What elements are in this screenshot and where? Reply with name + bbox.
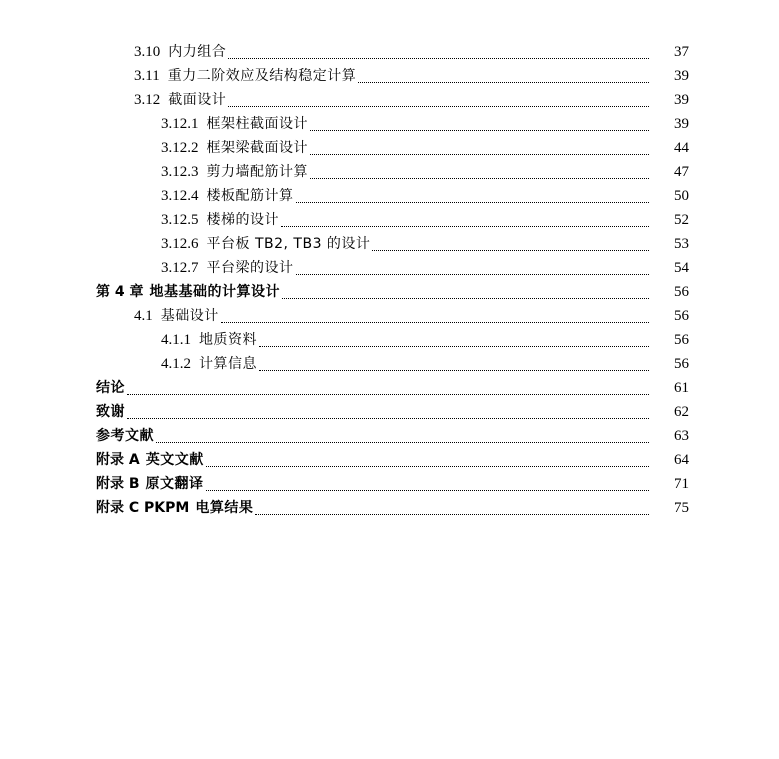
toc-entry-acknowledgements[interactable] (0, 400, 779, 424)
toc-page-number: 37 (674, 44, 689, 60)
toc-section-title: 重力二阶效应及结构稳定计算 (167, 68, 357, 84)
toc-entry-text (161, 184, 294, 208)
toc-entry-3-12-3[interactable] (0, 160, 779, 184)
toc-section-title: 平台梁的设计 (206, 260, 294, 276)
toc-page-number: 52 (674, 212, 689, 228)
toc-dot-leader (281, 226, 649, 227)
table-of-contents (0, 40, 779, 520)
toc-entry-text (96, 376, 125, 400)
toc-page-number: 63 (674, 428, 689, 444)
toc-dot-leader (221, 322, 649, 323)
toc-section-number: 3.12.5 (161, 212, 199, 228)
toc-dot-leader (296, 274, 650, 275)
toc-section-title: 计算信息 (199, 356, 257, 372)
toc-dot-leader (372, 250, 649, 251)
toc-page-number: 64 (674, 452, 689, 468)
toc-section-number: 附录 A (96, 452, 140, 468)
toc-section-number: 附录 B (96, 476, 140, 492)
toc-entry-text (134, 64, 356, 88)
toc-entry-text (96, 472, 204, 496)
toc-section-title: 电算结果 (195, 500, 254, 516)
toc-section-title: 地基基础的计算设计 (149, 284, 280, 300)
toc-page-number: 75 (674, 500, 689, 516)
toc-entry-3-11[interactable] (0, 64, 779, 88)
toc-dot-leader (228, 106, 649, 107)
toc-section-title: 致谢 (96, 404, 125, 420)
toc-page-number: 62 (674, 404, 689, 420)
toc-entry-text (96, 496, 253, 520)
toc-page-number: 39 (674, 116, 689, 132)
toc-section-title: 楼梯的设计 (206, 212, 279, 228)
toc-entry-3-12[interactable] (0, 88, 779, 112)
toc-dot-leader (358, 82, 649, 83)
toc-dot-leader (310, 130, 649, 131)
toc-dot-leader (156, 442, 649, 443)
toc-entry-3-12-6[interactable] (0, 232, 779, 256)
toc-section-number: 3.12.6 (161, 236, 199, 252)
toc-section-number: 第 4 章 (96, 284, 144, 300)
toc-section-number: 4.1.1 (161, 332, 191, 348)
toc-entry-3-10[interactable] (0, 40, 779, 64)
toc-entry-text (161, 232, 370, 256)
toc-section-title: 结论 (96, 380, 125, 396)
toc-dot-leader (310, 178, 649, 179)
toc-entry-text (161, 208, 279, 232)
toc-entry-4-1-1[interactable] (0, 328, 779, 352)
toc-page-number: 39 (674, 68, 689, 84)
toc-section-title: 截面设计 (168, 92, 227, 108)
toc-section-title: 平台板 TB2, TB3 的设计 (206, 236, 371, 252)
toc-page-number: 50 (674, 188, 689, 204)
toc-entry-appendix-c[interactable] (0, 496, 779, 520)
toc-section-title: 框架柱截面设计 (206, 116, 308, 132)
toc-entry-appendix-a[interactable] (0, 448, 779, 472)
toc-page-number: 71 (674, 476, 689, 492)
toc-entry-text (134, 88, 226, 112)
toc-section-title: 框架梁截面设计 (206, 140, 308, 156)
toc-entry-3-12-1[interactable] (0, 112, 779, 136)
toc-section-number: 3.12.4 (161, 188, 199, 204)
toc-page-number: 44 (674, 140, 689, 156)
toc-section-title: 地质资料 (199, 332, 257, 348)
toc-entry-appendix-b[interactable] (0, 472, 779, 496)
toc-section-number: 4.1 (134, 308, 153, 324)
toc-section-title: 剪力墙配筋计算 (206, 164, 308, 180)
toc-dot-leader (255, 514, 649, 515)
toc-dot-leader (259, 370, 649, 371)
toc-dot-leader (206, 466, 649, 467)
toc-section-title: 楼板配筋计算 (206, 188, 294, 204)
toc-entry-text (96, 424, 154, 448)
toc-page-number: 56 (674, 356, 689, 372)
toc-section-number: 3.12 (134, 92, 161, 108)
toc-section-title: 英文文献 (145, 452, 204, 468)
toc-entry-text (161, 256, 294, 280)
toc-entry-text (96, 448, 204, 472)
toc-entry-text (161, 352, 257, 376)
toc-page-number: 56 (674, 308, 689, 324)
toc-dot-leader (282, 298, 649, 299)
toc-section-number: 3.11 (134, 68, 160, 84)
toc-section-title: 内力组合 (168, 44, 227, 60)
toc-section-number: 3.12.1 (161, 116, 199, 132)
toc-entry-conclusion[interactable] (0, 376, 779, 400)
toc-section-number: 3.12.2 (161, 140, 199, 156)
toc-entry-text (161, 112, 308, 136)
toc-dot-leader (259, 346, 649, 347)
toc-page-number: 47 (674, 164, 689, 180)
toc-dot-leader (228, 58, 649, 59)
toc-section-title: 参考文献 (96, 428, 154, 444)
toc-entry-text (161, 328, 257, 352)
toc-entry-chapter-4[interactable] (0, 280, 779, 304)
toc-dot-leader (310, 154, 649, 155)
toc-page-number: 53 (674, 236, 689, 252)
toc-section-title: 原文翻译 (145, 476, 204, 492)
toc-entry-references[interactable] (0, 424, 779, 448)
toc-dot-leader (127, 394, 649, 395)
toc-dot-leader (127, 418, 649, 419)
toc-entry-text (161, 160, 308, 184)
toc-dot-leader (296, 202, 650, 203)
toc-section-title: 基础设计 (160, 308, 219, 324)
toc-section-number: 3.12.3 (161, 164, 199, 180)
toc-entry-3-12-7[interactable] (0, 256, 779, 280)
toc-section-number: 4.1.2 (161, 356, 191, 372)
toc-entry-3-12-2[interactable] (0, 136, 779, 160)
toc-page-number: 56 (674, 284, 689, 300)
toc-entry-4-1-2[interactable] (0, 352, 779, 376)
toc-entry-3-12-5[interactable] (0, 208, 779, 232)
toc-entry-text (96, 400, 125, 424)
toc-entry-text (161, 136, 308, 160)
toc-entry-4-1[interactable] (0, 304, 779, 328)
toc-dot-leader (206, 490, 649, 491)
toc-page-number: 61 (674, 380, 689, 396)
toc-section-number: 3.12.7 (161, 260, 199, 276)
toc-page-number: 56 (674, 332, 689, 348)
toc-entry-3-12-4[interactable] (0, 184, 779, 208)
toc-entry-text (96, 280, 280, 304)
toc-entry-text (134, 304, 219, 328)
toc-entry-text (134, 40, 226, 64)
toc-section-number: 3.10 (134, 44, 161, 60)
toc-section-number: 附录 C PKPM (96, 500, 190, 516)
toc-page-number: 54 (674, 260, 689, 276)
toc-page-number: 39 (674, 92, 689, 108)
